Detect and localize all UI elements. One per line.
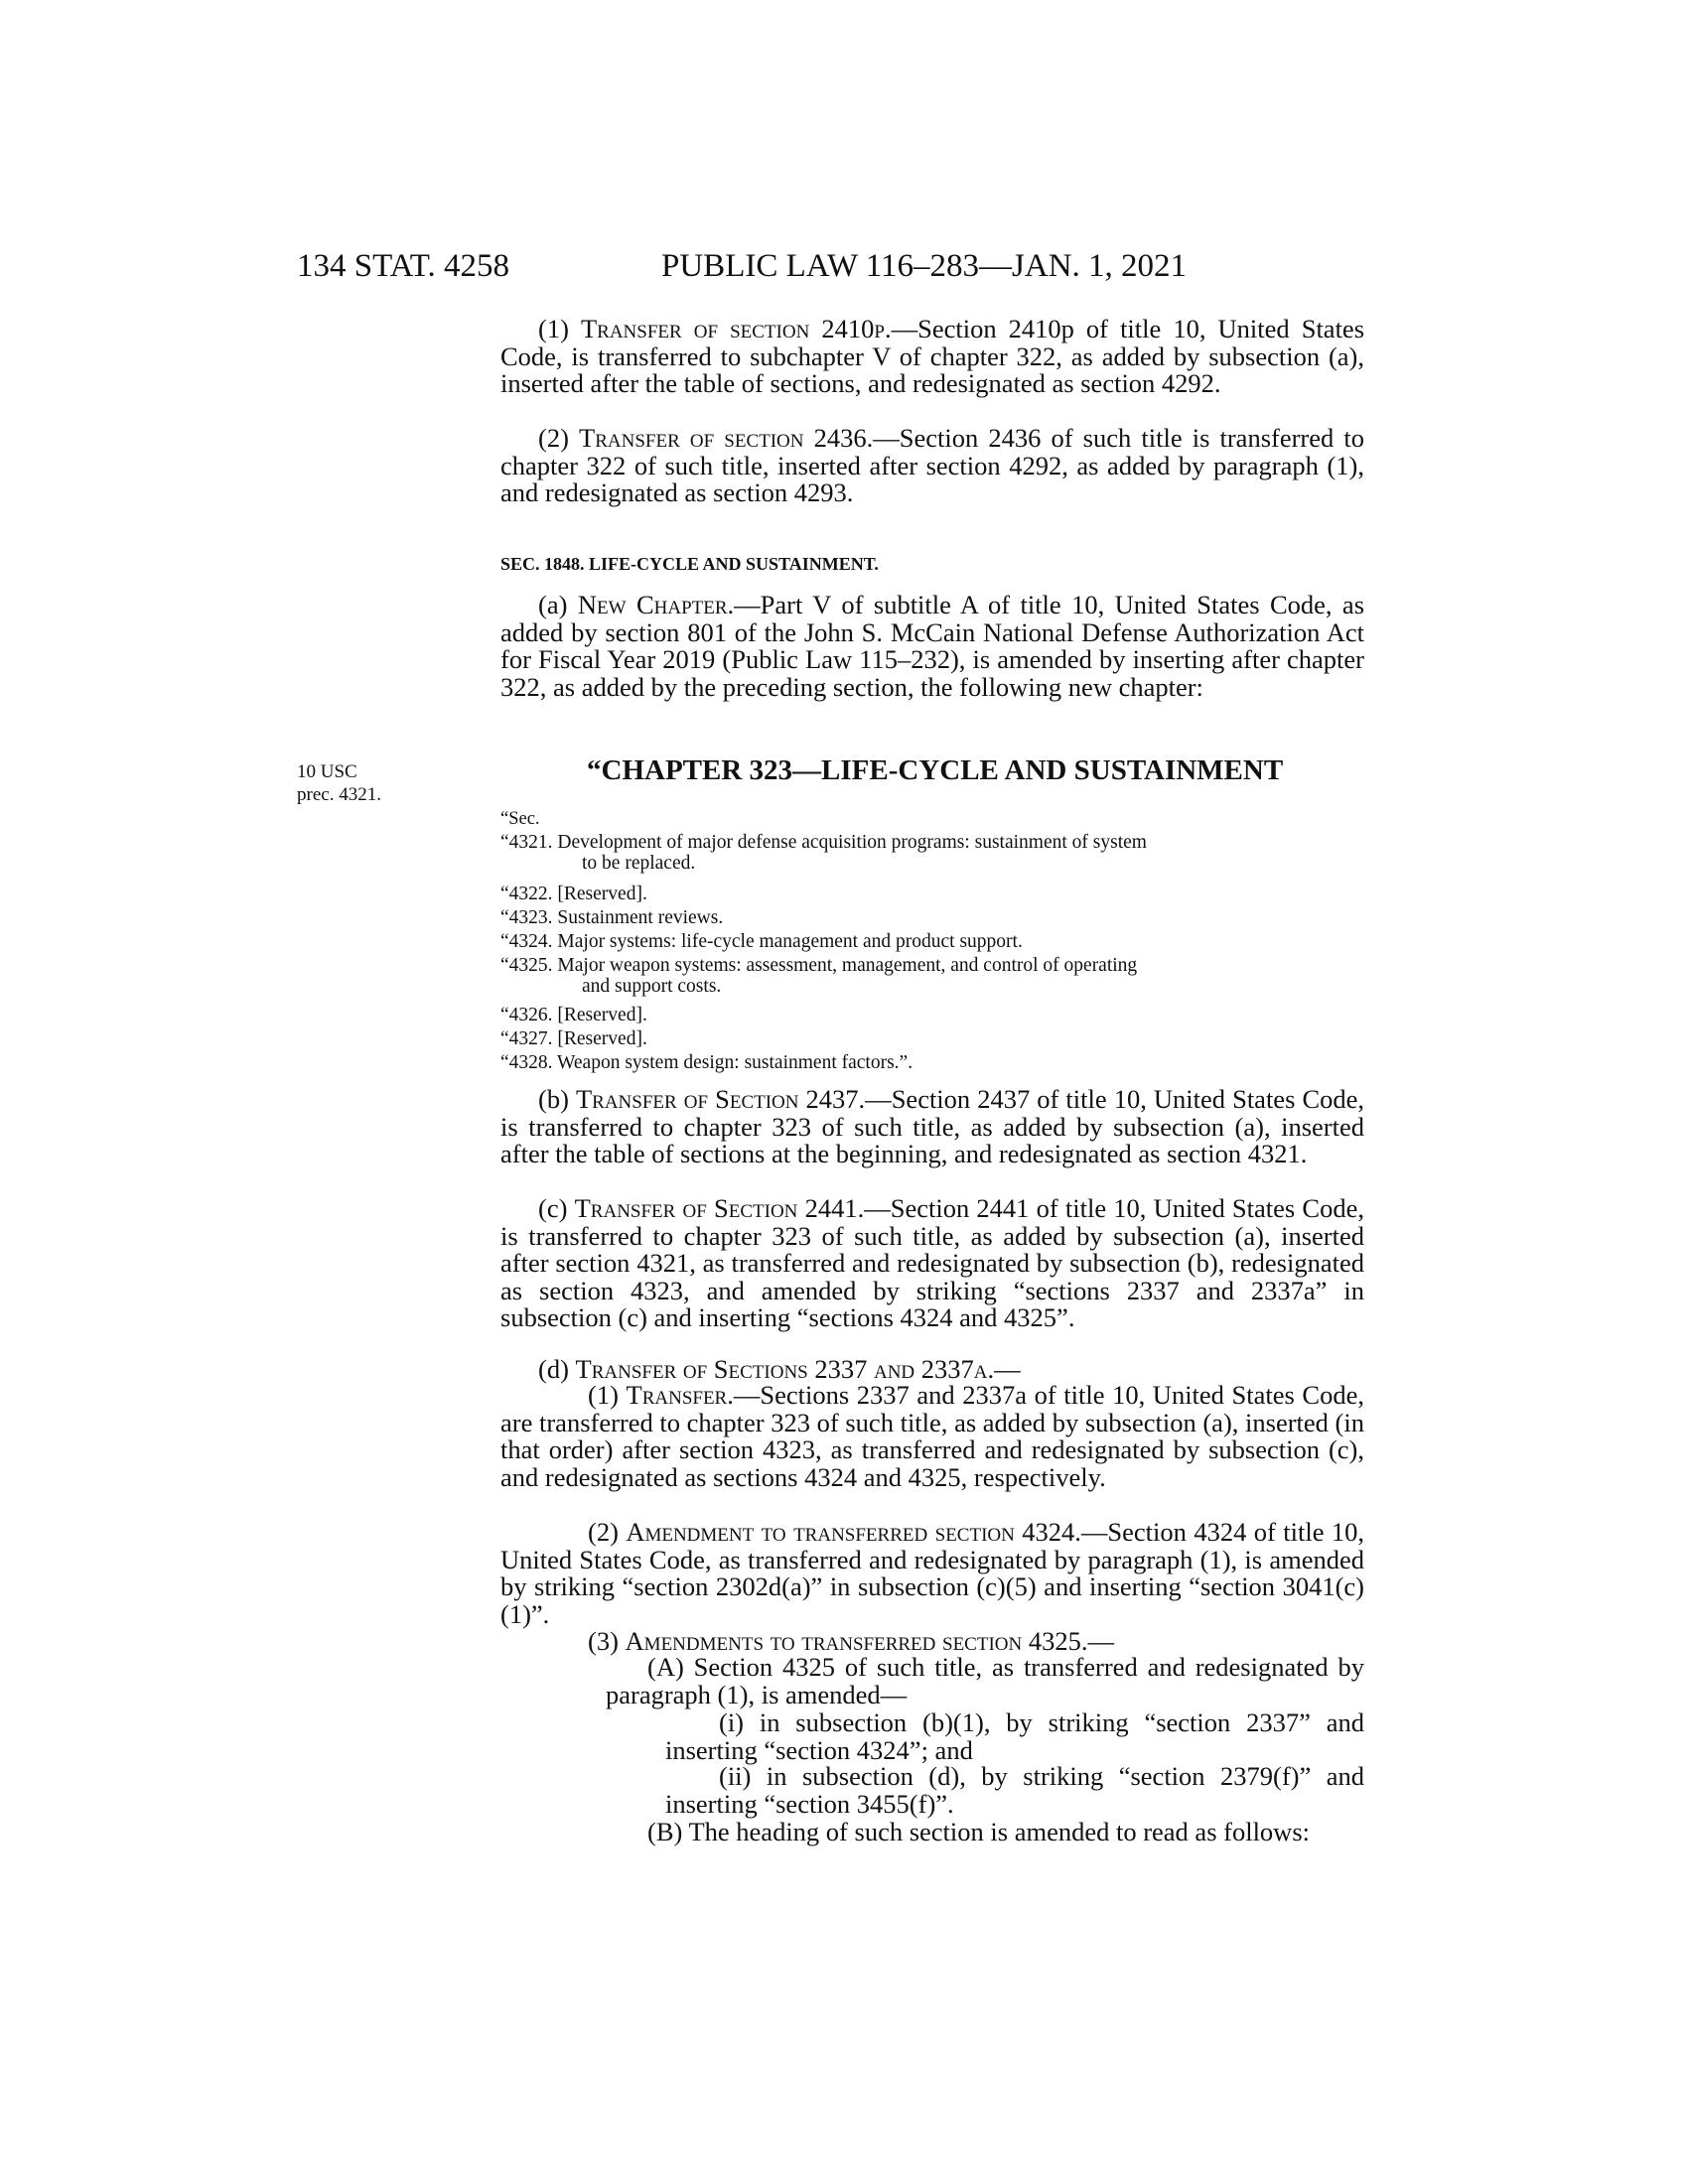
subsection-d-heading: Transfer of Sections 2337 and 2337a. bbox=[575, 1354, 995, 1384]
subsection-a bbox=[500, 592, 1364, 701]
toc-entry bbox=[500, 907, 1364, 928]
toc-entry-line: “4324. Major systems: life-cycle management and product support. bbox=[500, 931, 1023, 952]
toc-entry-line: “4327. [Reserved]. bbox=[500, 1028, 647, 1049]
toc-entry-line: “4326. [Reserved]. bbox=[500, 1005, 647, 1025]
toc-entry bbox=[500, 1005, 1364, 1025]
paragraph-d-3-heading: Amendments to transferred section 4325. bbox=[625, 1626, 1088, 1656]
subsection-a-text: —Part V of subtitle A of title 10, United States Code, as added by section 801 of the John S. McCain National Defense Authorization Act for Fiscal Year 2019 (Public Law 115–232), is amended by inserting after chapter 322, as added by the preceding section, the following new chapter: bbox=[500, 590, 1365, 702]
toc-entry bbox=[500, 931, 1364, 952]
toc-entry-line: “4322. [Reserved]. bbox=[500, 884, 647, 904]
subsection-b-heading: Transfer of Section 2437. bbox=[575, 1084, 866, 1114]
toc-entry-line: “4328. Weapon system design: sustainment factors.”. bbox=[500, 1052, 914, 1073]
margin-note bbox=[297, 760, 381, 806]
clause-i: (i) in subsection (b)(1), by striking “section 2337” and inserting “section 4324”; and bbox=[665, 1707, 1364, 1765]
subsection-d-label: (d) bbox=[538, 1354, 576, 1384]
subsection-d-text: — bbox=[994, 1354, 1021, 1384]
paragraph-d-3-text: — bbox=[1087, 1626, 1114, 1656]
paragraph-1-heading: Transfer of section 2410p. bbox=[580, 314, 892, 343]
clause-ii: (ii) in subsection (d), by striking “section 2379(f)” and inserting “section 3455(f)”. bbox=[665, 1761, 1364, 1819]
toc-entry bbox=[500, 884, 1364, 904]
subsection-b-text: —Section 2437 of title 10, United States Code, is transferred to chapter 323 of such title, as added by subsection (a), inserted after the table of sections at the beginning, and redesignated as section 4321. bbox=[500, 1084, 1365, 1168]
toc-entry-line: “4323. Sustainment reviews. bbox=[500, 907, 724, 928]
paragraph-d-1-heading: Transfer. bbox=[626, 1380, 734, 1410]
paragraph-d-2-heading: Amendment to transferred section 4324. bbox=[626, 1517, 1081, 1547]
toc-sec-label: “Sec. bbox=[500, 809, 540, 829]
toc-entry-line: “4325. Major weapon systems: assessment, management, and control of operating bbox=[500, 955, 1138, 976]
stat-reference: 134 STAT. 4258 bbox=[297, 248, 510, 284]
paragraph-2-label: (2) bbox=[538, 423, 580, 453]
paragraph-d-3-label: (3) bbox=[588, 1626, 626, 1656]
subsection-c-heading: Transfer of Section 2441. bbox=[574, 1193, 865, 1223]
toc-entry-continuation: to be replaced. bbox=[582, 853, 696, 874]
subsection-b-label: (b) bbox=[538, 1084, 576, 1114]
paragraph-d-1-label: (1) bbox=[588, 1380, 627, 1410]
page-header bbox=[297, 248, 1364, 298]
toc-entry-line: “4321. Development of major defense acquisition programs: sustainment of system bbox=[500, 832, 1147, 853]
subparagraph-B: (B) The heading of such section is amended to read as follows: bbox=[647, 1817, 1310, 1846]
paragraph-d-2-label: (2) bbox=[588, 1517, 627, 1547]
paragraph-2-text: —Section 2436 of such title is transferred to chapter 322 of such title, inserted after section 4292, as added by paragraph (1), and redesignated as section 4293. bbox=[500, 423, 1364, 507]
paragraph-2-heading: Transfer of section 2436. bbox=[579, 423, 874, 453]
paragraph-d-1-text: —Sections 2337 and 2337a of title 10, United States Code, are transferred to chapter 323 of such title, as added by subsection (a), inserted (in that order) after section 4323, as transferred and redesignated by subsection (c), and redesignated as sections 4324 and 4325, respectively. bbox=[500, 1380, 1364, 1492]
paragraph-1 bbox=[500, 316, 1364, 398]
margin-note-line: 10 USC bbox=[297, 761, 357, 782]
paragraph-d-2-text: —Section 4324 of title 10, United States Code, as transferred and redesignated by paragraph (1), is amended by striking “section 2302d(a)” in subsection (c)(5) and inserting “section 3041(c)(1)”. bbox=[500, 1517, 1364, 1629]
toc-entry-continuation: and support costs. bbox=[582, 976, 722, 997]
subsection-c-label: (c) bbox=[538, 1193, 575, 1223]
toc-entry bbox=[500, 1052, 1364, 1073]
toc-entry bbox=[500, 955, 1364, 997]
chapter-title: “CHAPTER 323—LIFE-CYCLE AND SUSTAINMENT bbox=[587, 754, 1284, 786]
paragraph-1-label: (1) bbox=[538, 314, 581, 343]
public-law-reference: PUBLIC LAW 116–283—JAN. 1, 2021 bbox=[661, 248, 1188, 284]
subsection-c bbox=[500, 1195, 1364, 1332]
subsection-a-label: (a) bbox=[538, 590, 578, 619]
subsection-c-text: —Section 2441 of title 10, United States Code, is transferred to chapter 323 of such title, as added by subsection (a), inserted after section 4321, as transferred and redesignated by subsection (b), redesignated as section 4323, and amended by striking “sections 2337 and 2337a” in subsection (c) and inserting “sections 4324 and 4325”. bbox=[500, 1193, 1364, 1332]
toc-entry bbox=[500, 1028, 1364, 1049]
paragraph-d-1 bbox=[500, 1382, 1364, 1491]
subparagraph-A: (A) Section 4325 of such title, as transferred and redesignated by paragraph (1), is amended— bbox=[606, 1652, 1364, 1709]
section-heading: SEC. 1848. LIFE-CYCLE AND SUSTAINMENT. bbox=[500, 554, 879, 574]
margin-note-line: prec. 4321. bbox=[297, 784, 381, 805]
toc-entry bbox=[500, 832, 1364, 874]
paragraph-2 bbox=[500, 425, 1364, 507]
subsection-b bbox=[500, 1086, 1364, 1168]
paragraph-d-2 bbox=[500, 1519, 1364, 1628]
paragraph-1-text: —Section 2410p of title 10, United States Code, is transferred to subchapter V of chapter 322, as added by subsection (a), inserted after the table of sections, and redesignated as section 4292. bbox=[500, 314, 1365, 398]
subsection-a-heading: New Chapter. bbox=[577, 590, 735, 619]
